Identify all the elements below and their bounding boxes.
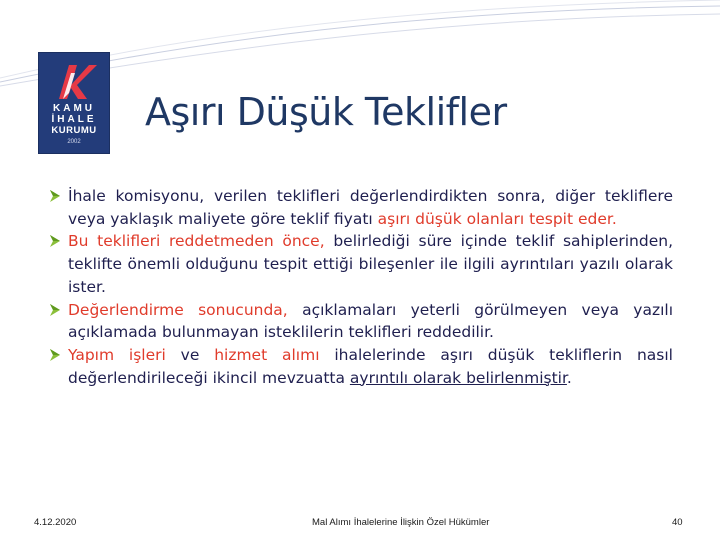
highlighted-text: Yapım işleri [68, 345, 166, 364]
footer-date: 4.12.2020 [34, 517, 77, 528]
highlighted-text: hizmet alımı [214, 345, 320, 364]
bullet-arrow-icon [48, 348, 62, 362]
bullet-text: ihalelerinde aşırı düşük tekliflerin nasıl değerlendirileceği ikincil mevzuatta [68, 345, 673, 387]
bullet-text: İhale komisyonu, verilen teklifleri değerlendirdikten sonra, diğer tekliflere veya yaklaşık maliyete göre teklif fiyatı [68, 187, 673, 228]
footer-title: Mal Alımı İhalelerine İlişkin Özel Hükümler [312, 517, 490, 528]
bullet-text: belirlediği süre içinde teklif sahiplerinden, teklifte önemli olduğunu tespit ettiği bileşenler ile ilgili ayrıntıları yazılı olarak ister. [68, 232, 673, 296]
highlighted-text: Değerlendirme sonucunda, [68, 300, 288, 319]
kik-logo-mark-icon [53, 59, 97, 103]
kamu-ihale-kurumu-logo [38, 52, 110, 154]
bullet-text: . [566, 368, 572, 387]
bullet-item [48, 344, 673, 389]
bullet-arrow-icon [48, 234, 62, 248]
bullet-text: açıklamaları yeterli görülmeyen veya yazılı açıklamada bulunmayan isteklilerin teklifleri reddedilir. [68, 300, 673, 342]
logo-text-kamu: KAMU [53, 103, 95, 114]
bullet-list [48, 185, 673, 389]
bullet-arrow-icon [48, 189, 62, 203]
underlined-text: ayrıntılı olarak belirlenmiştir [349, 368, 567, 387]
highlighted-text: Bu teklifleri reddetmeden önce, [68, 232, 325, 251]
bullet-arrow-icon [48, 303, 62, 317]
bullet-item [48, 185, 673, 230]
bullet-item [48, 230, 673, 298]
highlighted-text: aşırı düşük olanları tespit eder. [377, 209, 617, 228]
logo-text-kurumu: KURUMU [51, 125, 97, 136]
bullet-item [48, 299, 673, 344]
page-number: 40 [672, 517, 683, 528]
logo-text-ihale: İHALE [51, 114, 97, 125]
logo-year: 2002 [67, 139, 81, 145]
slide-title: Aşırı Düşük Teklifler [145, 90, 507, 134]
bullet-text: ve [165, 345, 215, 364]
